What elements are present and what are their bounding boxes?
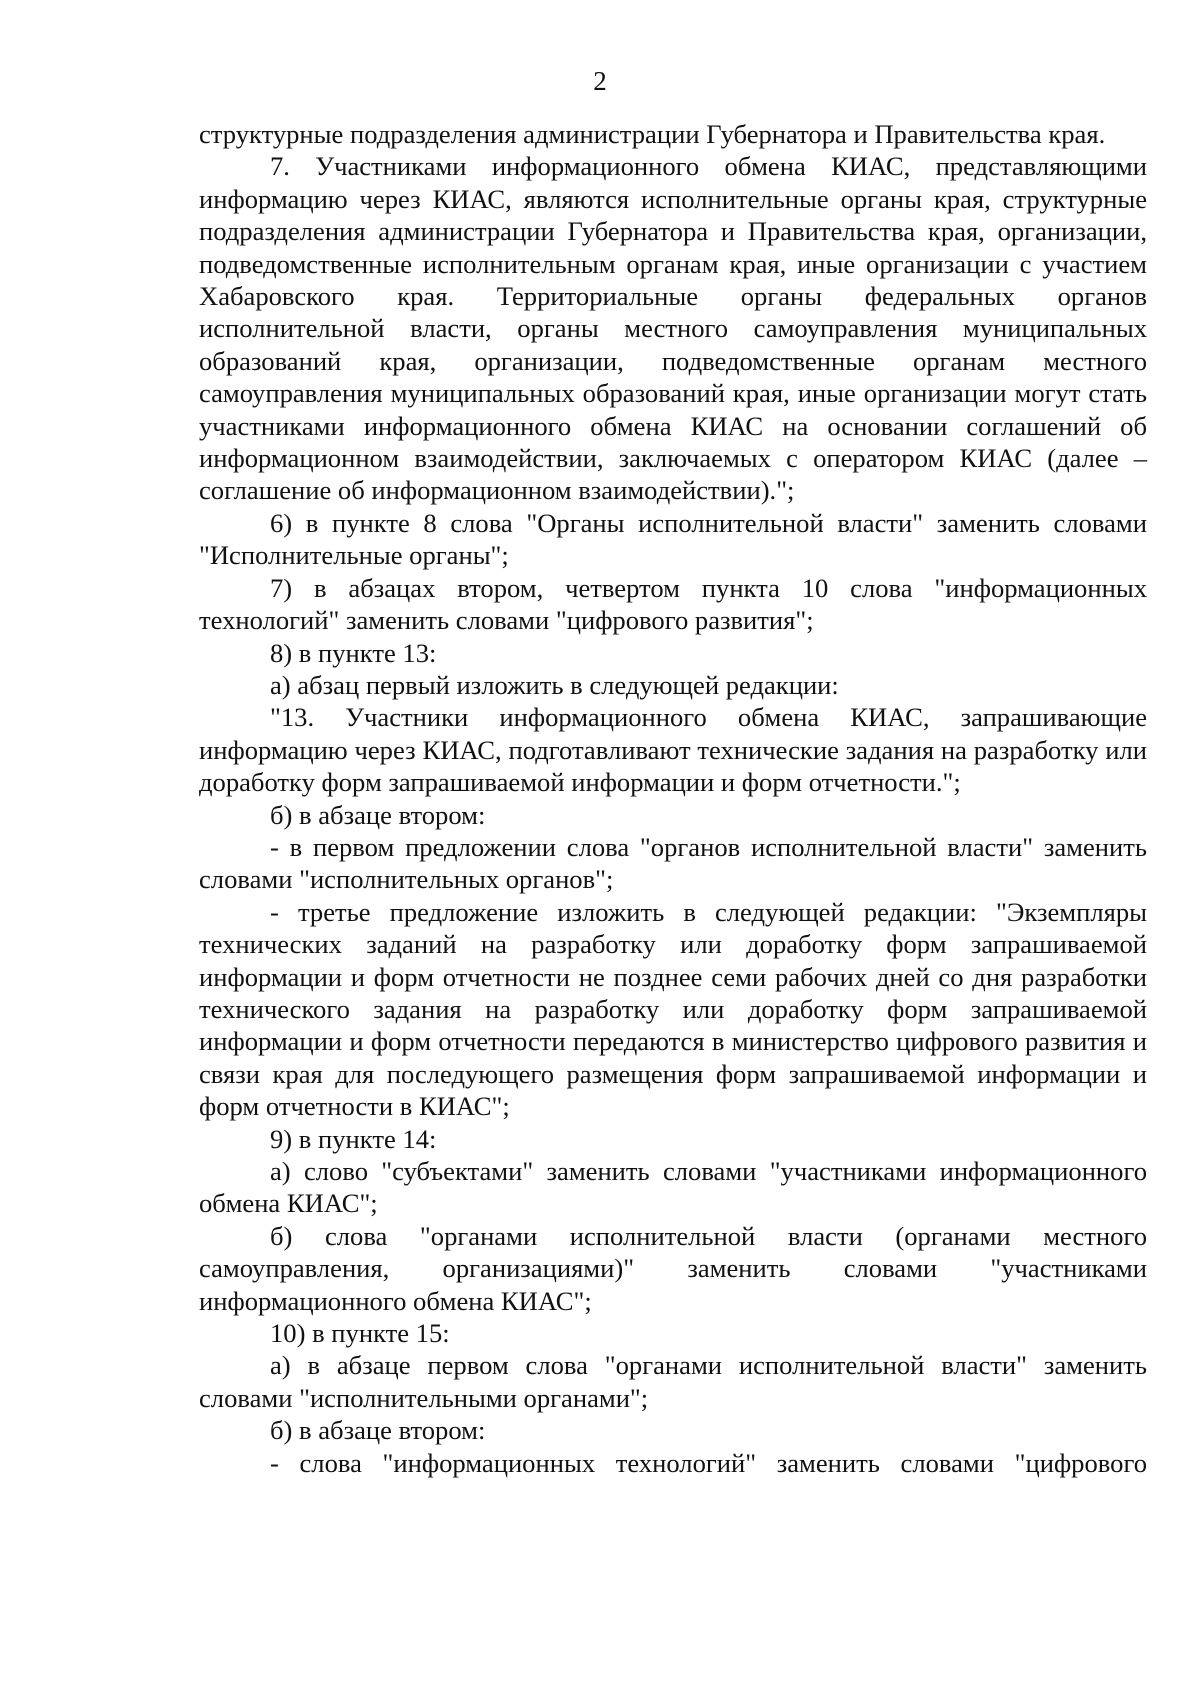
paragraph-item-13-text: "13. Участники информационного обмена КИАС, запрашивающие информацию через КИАС, подготавливают технические задания на разработку или доработку форм запрашиваемой информации и форм отчетности."; [199,702,1147,798]
paragraph-item-7: 7. Участниками информационного обмена КИАС, представляющими информацию через КИАС, являются исполнительные органы края, структурные подразделения администрации Губернатора и Правительства края, организации, подведомственные исполнительным органам края, иные организации с участием Хабаровского края. Территориальные органы федеральных органов исполнительной власти, органы местного самоуправления муниципальных образований края, организации, подведомственные органам местного самоуправления муниципальных образований края, иные организации могут стать участниками информационного обмена КИАС на основании соглашений об информационном взаимодействии, заключаемых с оператором КИАС (далее – соглашение об информационном взаимодействии)."; [199,151,1147,506]
paragraph-dash-first-sentence: - в первом предложении слова "органов исполнительной власти" заменить словами "исполнительных органов"; [199,831,1147,895]
document-body [199,118,1147,1479]
paragraph-amendment-7: 7) в абзацах втором, четвертом пункта 10 слова "информационных технологий" заменить словами "цифрового развития"; [199,572,1147,636]
paragraph-dash-third-sentence: - третье предложение изложить в следующей редакции: "Экземпляры технических заданий на разработку или доработку форм запрашиваемой информации и форм отчетности не позднее семи рабочих дней со дня разработки технического задания на разработку или доработку форм запрашиваемой информации и форм отчетности передаются в министерство цифрового развития и связи края для последующего размещения форм запрашиваемой информации и форм отчетности в КИАС"; [199,896,1147,1122]
paragraph-amendment-6: 6) в пункте 8 слова "Органы исполнительной власти" заменить словами "Исполнительные органы"; [199,507,1147,571]
page-number: 2 [593,66,607,96]
paragraph-amendment-9: 9) в пункте 14: [270,1123,437,1154]
paragraph-subitem-9a: а) слово "субъектами" заменить словами "участниками информационного обмена КИАС"; [199,1156,1147,1219]
paragraph-subitem-9b: б) слова "органами исполнительной власти (органами местного самоуправления, организациями)" заменить словами "участниками информационного обмена КИАС"; [199,1220,1147,1316]
paragraph-amendment-8: 8) в пункте 13: [270,637,437,668]
paragraph-continuation: структурные подразделения администрации Губернатора и Правительства края. [199,119,1106,149]
paragraph-subitem-10b: б) в абзаце втором: [270,1415,486,1446]
paragraph-subitem-8b: б) в абзаце втором: [270,799,486,830]
paragraph-amendment-10: 10) в пункте 15: [270,1318,450,1349]
paragraph-dash-words: - слова "информационных технологий" заменить словами "цифрового [270,1447,1147,1478]
paragraph-subitem-8a: а) абзац первый изложить в следующей редакции: [270,669,839,700]
paragraph-subitem-10a: а) в абзаце первом слова "органами исполнительной власти" заменить словами "исполнительными органами"; [199,1350,1147,1413]
